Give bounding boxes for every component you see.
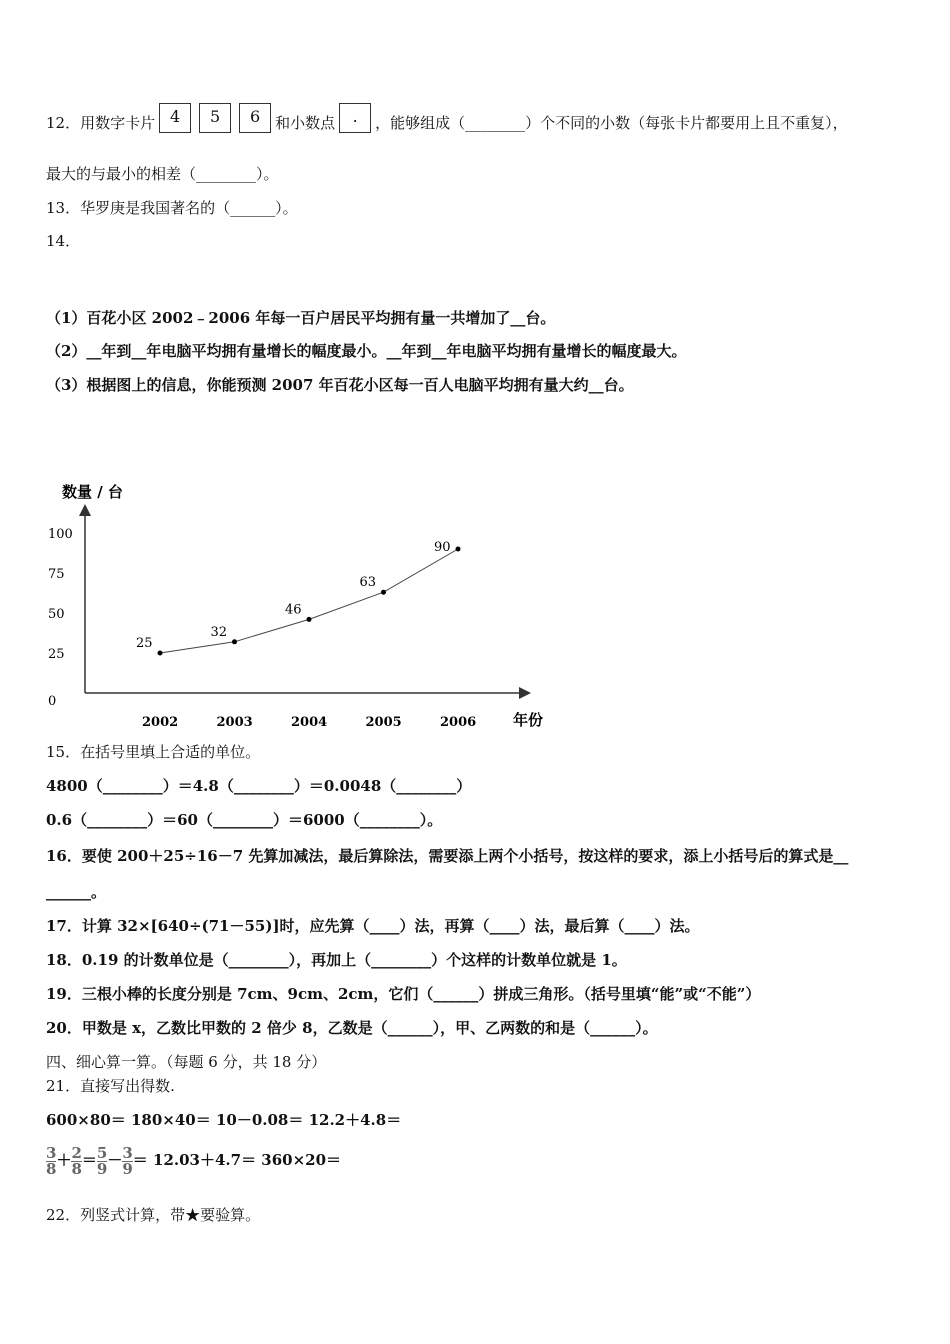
y-tick-label: 0: [48, 694, 57, 709]
data-point: [307, 617, 312, 622]
line-chart: [40, 475, 560, 740]
q14-item: （2）__年到__年电脑平均拥有量增长的幅度最小。__年到__年电脑平均拥有量增长的幅度最大。: [46, 342, 687, 360]
data-point: [232, 639, 237, 644]
q21-line2: $\frac{3}{8}$ ＋ $\frac{2}{8}$ ＝ $\frac{5}{9}$ － $\frac{3}{9}$ ＝ 12.03＋4.7＝ 360×20＝: [46, 1143, 342, 1178]
y-tick-label: 25: [48, 647, 65, 662]
y-axis-label: 数量 / 台: [62, 483, 123, 501]
data-point: [158, 651, 163, 656]
data-label: 63: [359, 575, 377, 591]
data-point: [456, 547, 461, 552]
series-line: [160, 549, 458, 653]
q14-item: （1）百花小区 2002﹣2006 年每一百户居民平均拥有量一共增加了__台。: [46, 309, 556, 327]
question-19: 19．三根小棒的长度分别是 7cm、9cm、2cm，它们（______）拼成三角形。（括号里填“能”或“不能”）: [46, 985, 761, 1003]
q12-text: 12．用数字卡片: [46, 114, 156, 132]
q12-line2: 最大的与最小的相差（________）。: [46, 165, 279, 183]
question-16: 16．要使 200＋25÷16－7 先算加减法，最后算除法，需要添上两个小括号，按这样的要求，添上小括号后的算式是__: [46, 847, 849, 865]
x-tick-label: 2003: [216, 715, 253, 730]
question-14: 14．: [46, 232, 81, 250]
x-axis-label: 年份: [513, 711, 544, 729]
fraction: $\frac{3}{8}$: [46, 1143, 57, 1178]
data-label: 32: [210, 624, 228, 640]
y-tick-label: 75: [48, 567, 65, 582]
q16-line2: ______。: [46, 883, 107, 901]
q12-text: ，能够组成（________）个不同的小数（每张卡片都要用上且不重复），: [375, 114, 848, 132]
fraction: $\frac{3}{9}$: [122, 1143, 133, 1178]
q21-line1: 600×80＝ 180×40＝ 10－0.08＝ 12.2＋4.8＝: [46, 1111, 402, 1129]
question-17: 17．计算 32×[640÷(71－55)]时，应先算（____）法，再算（____）法，最后算（____）法。: [46, 917, 700, 935]
data-label: 25: [136, 636, 153, 651]
x-tick-label: 2005: [365, 715, 402, 730]
digit-card: 4: [159, 103, 191, 133]
question-20: 20．甲数是 x，乙数比甲数的 2 倍少 8，乙数是（______），甲、乙两数的和是（______）。: [46, 1019, 658, 1037]
q12-text: 和小数点: [275, 114, 336, 132]
x-tick-label: 2002: [142, 715, 179, 730]
question-18: 18．0.19 的计数单位是（________），再加上（________）个这样的计数单位就是 1。: [46, 951, 627, 969]
data-label: 90: [434, 540, 451, 555]
question-15: 15．在括号里填上合适的单位。: [46, 743, 261, 761]
decimal-point-card: .: [339, 103, 371, 133]
question-21: 21．直接写出得数.: [46, 1077, 175, 1095]
y-tick-label: 100: [48, 527, 73, 542]
x-tick-label: 2006: [440, 715, 477, 730]
data-label: 46: [285, 602, 302, 618]
y-tick-label: 50: [48, 607, 65, 622]
q14-item: （3）根据图上的信息，你能预测 2007 年百花小区每一百人电脑平均拥有量大约__台。: [46, 376, 634, 394]
fraction: $\frac{2}{8}$: [71, 1143, 82, 1178]
question-22: 22．列竖式计算，带★要验算。: [46, 1206, 261, 1224]
q15-line1: 4800（________）＝4.8（________）＝0.0048（________）: [46, 777, 472, 795]
x-tick-label: 2004: [291, 715, 328, 730]
question-12: [46, 103, 848, 133]
digit-card: 6: [239, 103, 271, 133]
fraction: $\frac{5}{9}$: [96, 1143, 108, 1178]
question-13: 13．华罗庚是我国著名的（______）。: [46, 199, 298, 217]
digit-card: 5: [199, 103, 231, 133]
section-4-heading: 四、细心算一算。（每题 6 分，共 18 分）: [46, 1053, 327, 1071]
data-point: [381, 590, 386, 595]
q15-line2: 0.6（________）＝60（________）＝6000（________）。: [46, 811, 443, 829]
